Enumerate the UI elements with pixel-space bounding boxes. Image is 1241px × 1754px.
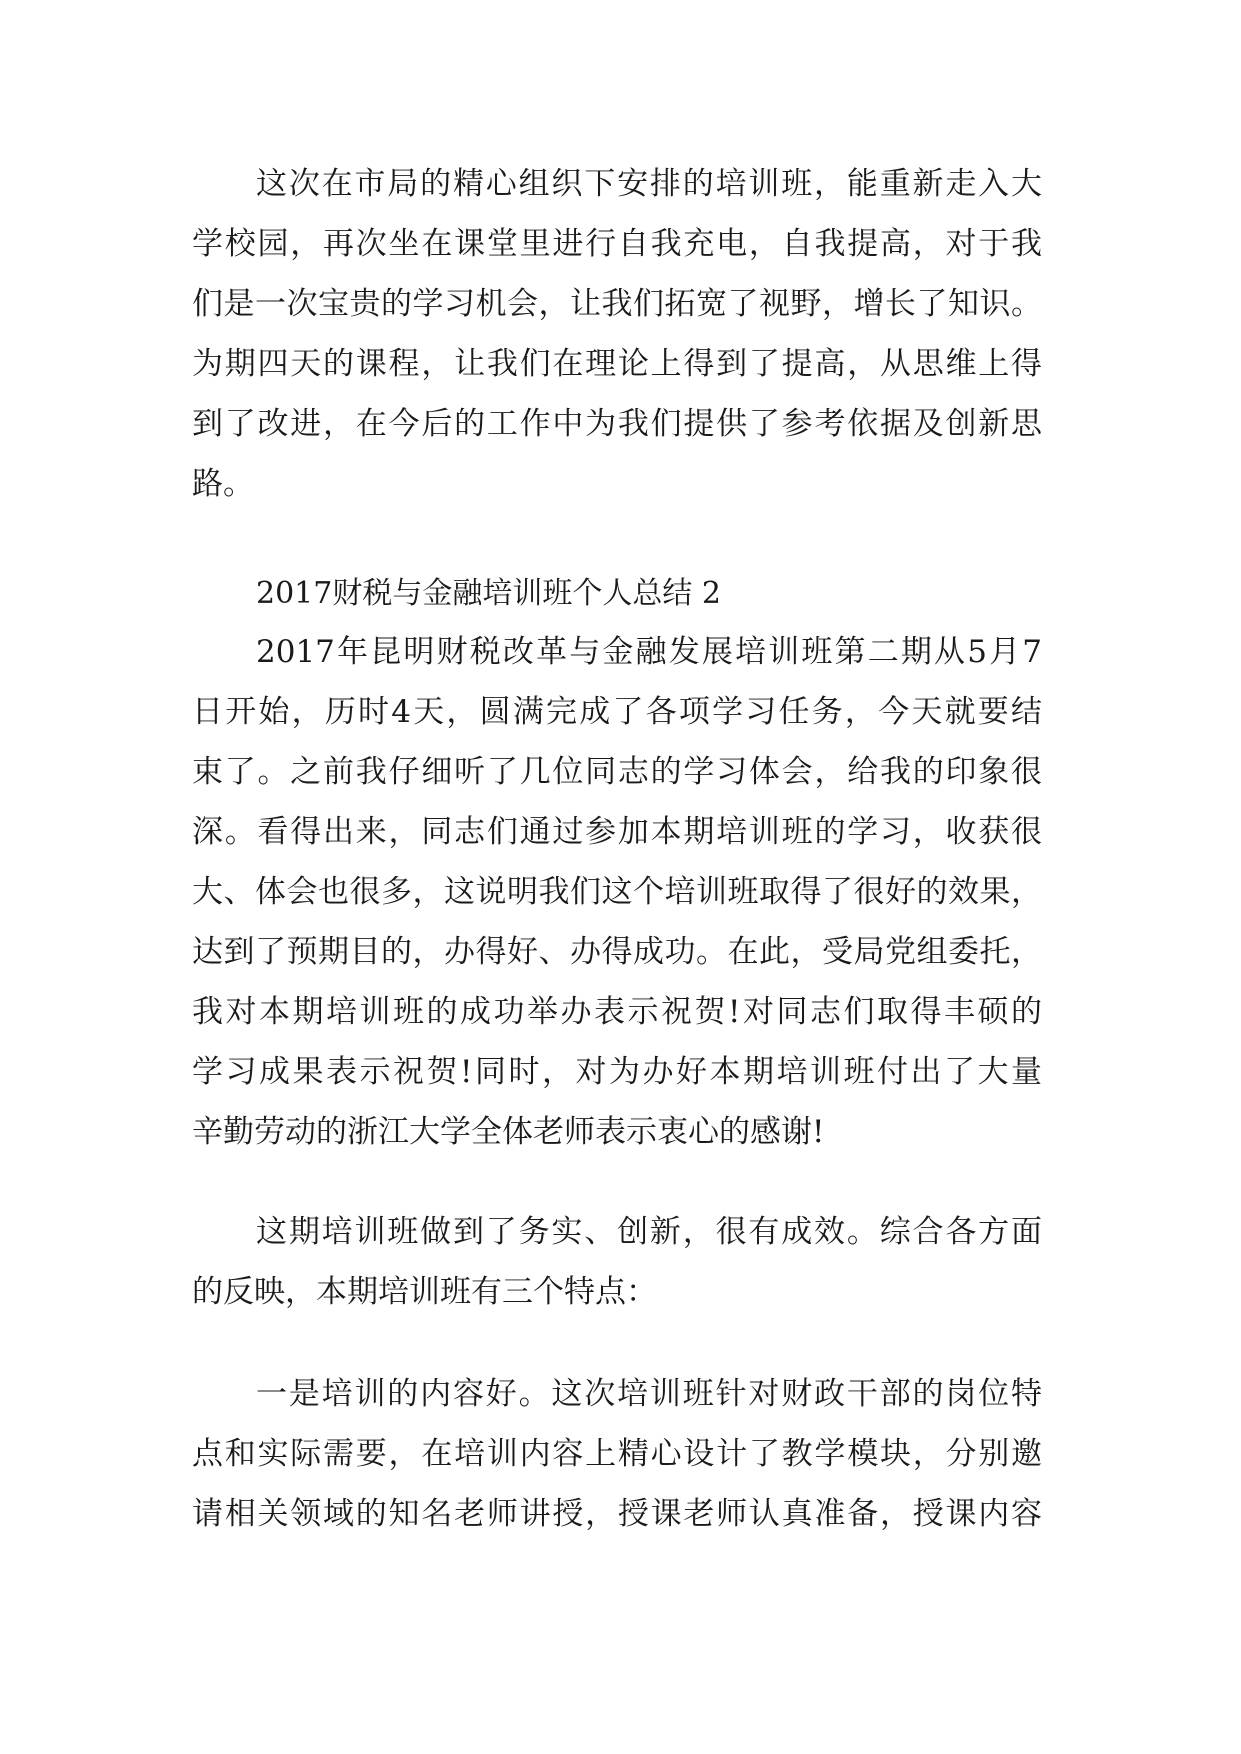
section-heading: 2017财税与金融培训班个人总结 2 (256, 576, 721, 611)
paragraph-2-line-4: 深。看得出来，同志们通过参加本期培训班的学习，收获很 (192, 814, 1042, 850)
paragraph-3-line-1: 这期培训班做到了务实、创新，很有成效。综合各方面 (256, 1214, 1042, 1250)
paragraph-1-line-3: 们是一次宝贵的学习机会，让我们拓宽了视野，增长了知识。 (192, 286, 1042, 322)
paragraph-2-line-7: 我对本期培训班的成功举办表示祝贺!对同志们取得丰硕的 (192, 994, 1042, 1030)
paragraph-2-line-5: 大、体会也很多，这说明我们这个培训班取得了很好的效果， (192, 874, 1042, 910)
paragraph-2-line-2: 日开始，历时4天，圆满完成了各项学习任务，今天就要结 (192, 694, 1042, 730)
paragraph-4-line-3: 请相关领域的知名老师讲授，授课老师认真准备，授课内容 (192, 1496, 1042, 1532)
paragraph-2-line-6: 达到了预期目的，办得好、办得成功。在此，受局党组委托， (192, 934, 1042, 970)
paragraph-1-line-6: 路。 (192, 466, 254, 502)
paragraph-4-line-2: 点和实际需要，在培训内容上精心设计了教学模块，分别邀 (192, 1436, 1042, 1472)
paragraph-2-line-8: 学习成果表示祝贺!同时，对为办好本期培训班付出了大量 (192, 1054, 1042, 1090)
paragraph-1-line-4: 为期四天的课程，让我们在理论上得到了提高，从思维上得 (192, 346, 1042, 382)
paragraph-3-line-2: 的反映，本期培训班有三个特点： (192, 1274, 657, 1310)
paragraph-1-line-1: 这次在市局的精心组织下安排的培训班，能重新走入大 (256, 166, 1042, 202)
paragraph-2-line-3: 束了。之前我仔细听了几位同志的学习体会，给我的印象很 (192, 754, 1042, 790)
paragraph-1-line-5: 到了改进，在今后的工作中为我们提供了参考依据及创新思 (192, 406, 1042, 442)
paragraph-2-line-9: 辛勤劳动的浙江大学全体老师表示衷心的感谢! (192, 1114, 825, 1150)
paragraph-2-line-1: 2017年昆明财税改革与金融发展培训班第二期从5月7 (256, 634, 1042, 670)
paragraph-4-line-1: 一是培训的内容好。这次培训班针对财政干部的岗位特 (256, 1376, 1042, 1412)
paragraph-1-line-2: 学校园，再次坐在课堂里进行自我充电，自我提高，对于我 (192, 226, 1042, 262)
